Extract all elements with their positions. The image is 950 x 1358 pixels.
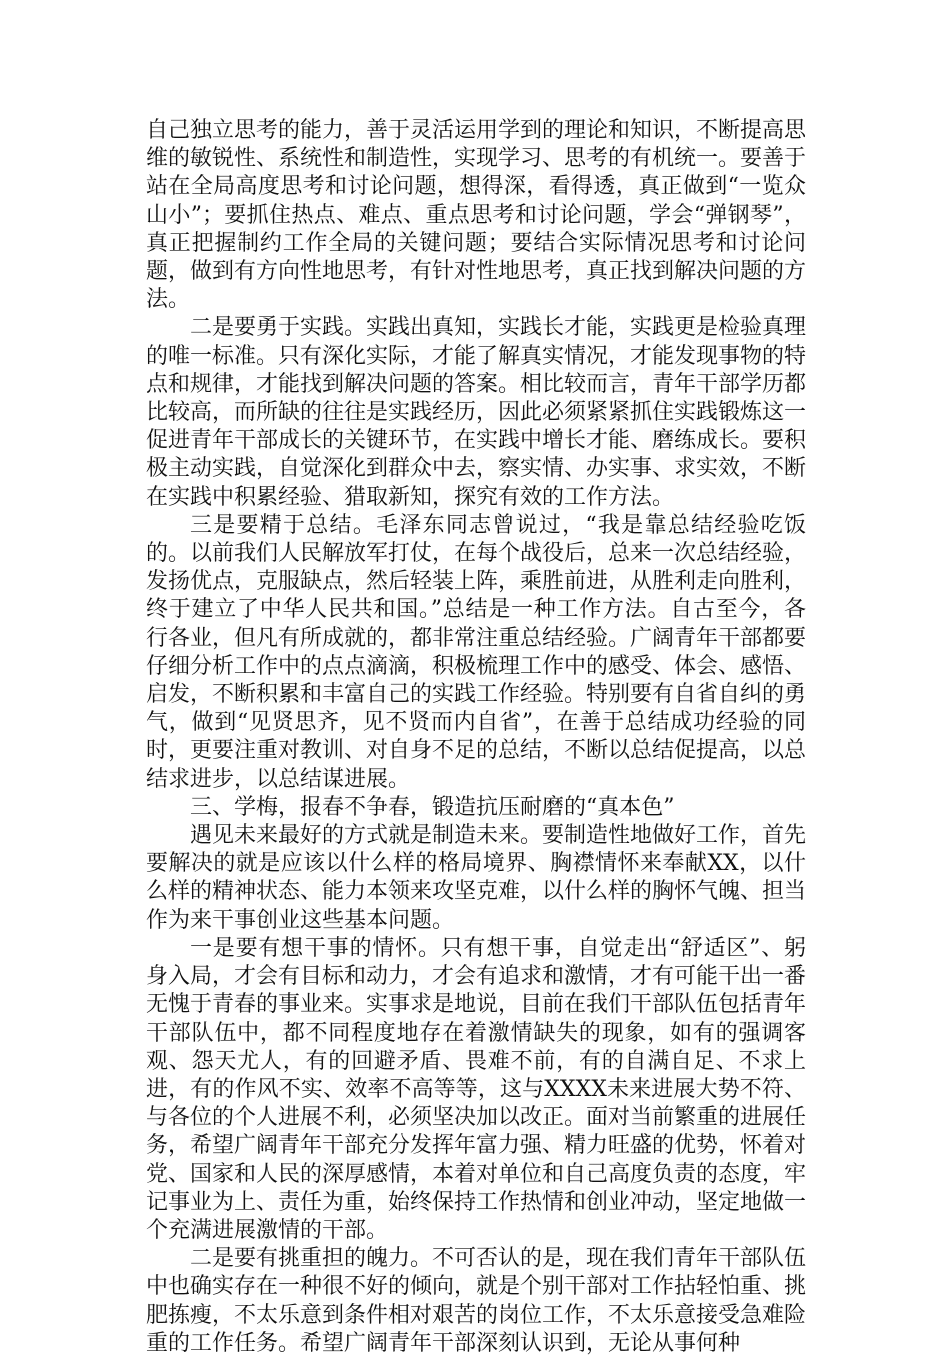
paragraph-summary: 三是要精于总结。毛泽东同志曾说过，“我是靠总结经验吃饭的。以前我们人民解放军打仗，在每个战役后，总来一次总结经验，发扬优点，克服缺点，然后轻装上阵，乘胜前进，从胜利走向胜利，终于建立了中华人民共和国。”总结是一种工作方法。自古至今，各行各业，但凡有所成就的，都非常注重总结经验。广阔青年干部都要仔细分析工作中的点点滴滴，积极梳理工作中的感受、体会、感悟、启发，不断积累和丰富自己的实践工作经验。特别要有自省自纠的勇气，做到“见贤思齐，见不贤而内自省”，在善于总结成功经验的同时，更要注重对教训、对自身不足的总结，不断以总结促提高，以总结求进步，以总结谋进展。 [146, 512, 807, 792]
paragraph-responsibility: 二是要有挑重担的魄力。不可否认的是，现在我们青年干部队伍中也确实存在一种很不好的倾向，就是个别干部对工作拈轻怕重、挑肥拣瘦，不太乐意到条件相对艰苦的岗位工作，不太乐意接受急难险重的工作任务。希望广阔青年干部深刻认识到，无论从事何种 [146, 1246, 807, 1356]
paragraph-continuation: 自己独立思考的能力，善于灵活运用学到的理论和知识，不断提高思维的敏锐性、系统性和制造性，实现学习、思考的有机统一。要善于站在全局高度思考和讨论问题，想得深，看得透，真正做到“一览众山小”；要抓住热点、难点、重点思考和讨论问题，学会“弹钢琴”，真正把握制约工作全局的关键问题；要结合实际情况思考和讨论问题，做到有方向性地思考，有针对性地思考，真正找到解决问题的方法。 [146, 118, 807, 313]
paragraph-future: 遇见未来最好的方式就是制造未来。要制造性地做好工作，首先要解决的就是应该以什么样的格局境界、胸襟情怀来奉献XX，以什么样的精神状态、能力本领来攻坚克难，以什么样的胸怀气魄、担当作为来干事创业这些基本问题。 [146, 823, 807, 933]
paragraph-practice: 二是要勇于实践。实践出真知，实践长才能，实践更是检验真理的唯一标准。只有深化实际，才能了解真实情况，才能发现事物的特点和规律，才能找到解决问题的答案。相比较而言，青年干部学历都比较高，而所缺的往往是实践经历，因此必须紧紧抓住实践锻炼这一促进青年干部成长的关键环节，在实践中增长才能、磨练成长。要积极主动实践，自觉深化到群众中去，察实情、办实事、求实效，不断在实践中积累经验、猎取新知，探究有效的工作方法。 [146, 315, 807, 510]
document-body [146, 117, 806, 1358]
section-heading: 三、学梅，报春不争春，锻造抗压耐磨的“真本色” [190, 794, 675, 820]
paragraph-passion: 一是要有想干事的情怀。只有想干事，自觉走出“舒适区”、躬身入局，才会有目标和动力，才会有追求和激情，才有可能干出一番无愧于青春的事业来。实事求是地说，目前在我们干部队伍包括青年干部队伍中，都不同程度地存在着激情缺失的现象，如有的强调客观、怨天尤人，有的回避矛盾、畏难不前，有的自满自足、不求上进，有的作风不实、效率不高等等，这与XXXX未来进展大势不符、与各位的个人进展不利，必须坚决加以改正。面对当前繁重的进展任务，希望广阔青年干部充分发挥年富力强、精力旺盛的优势，怀着对党、国家和人民的深厚感情，本着对单位和自己高度负责的态度，牢记事业为上、责任为重，始终保持工作热情和创业冲动，坚定地做一个充满进展激情的干部。 [146, 935, 807, 1243]
